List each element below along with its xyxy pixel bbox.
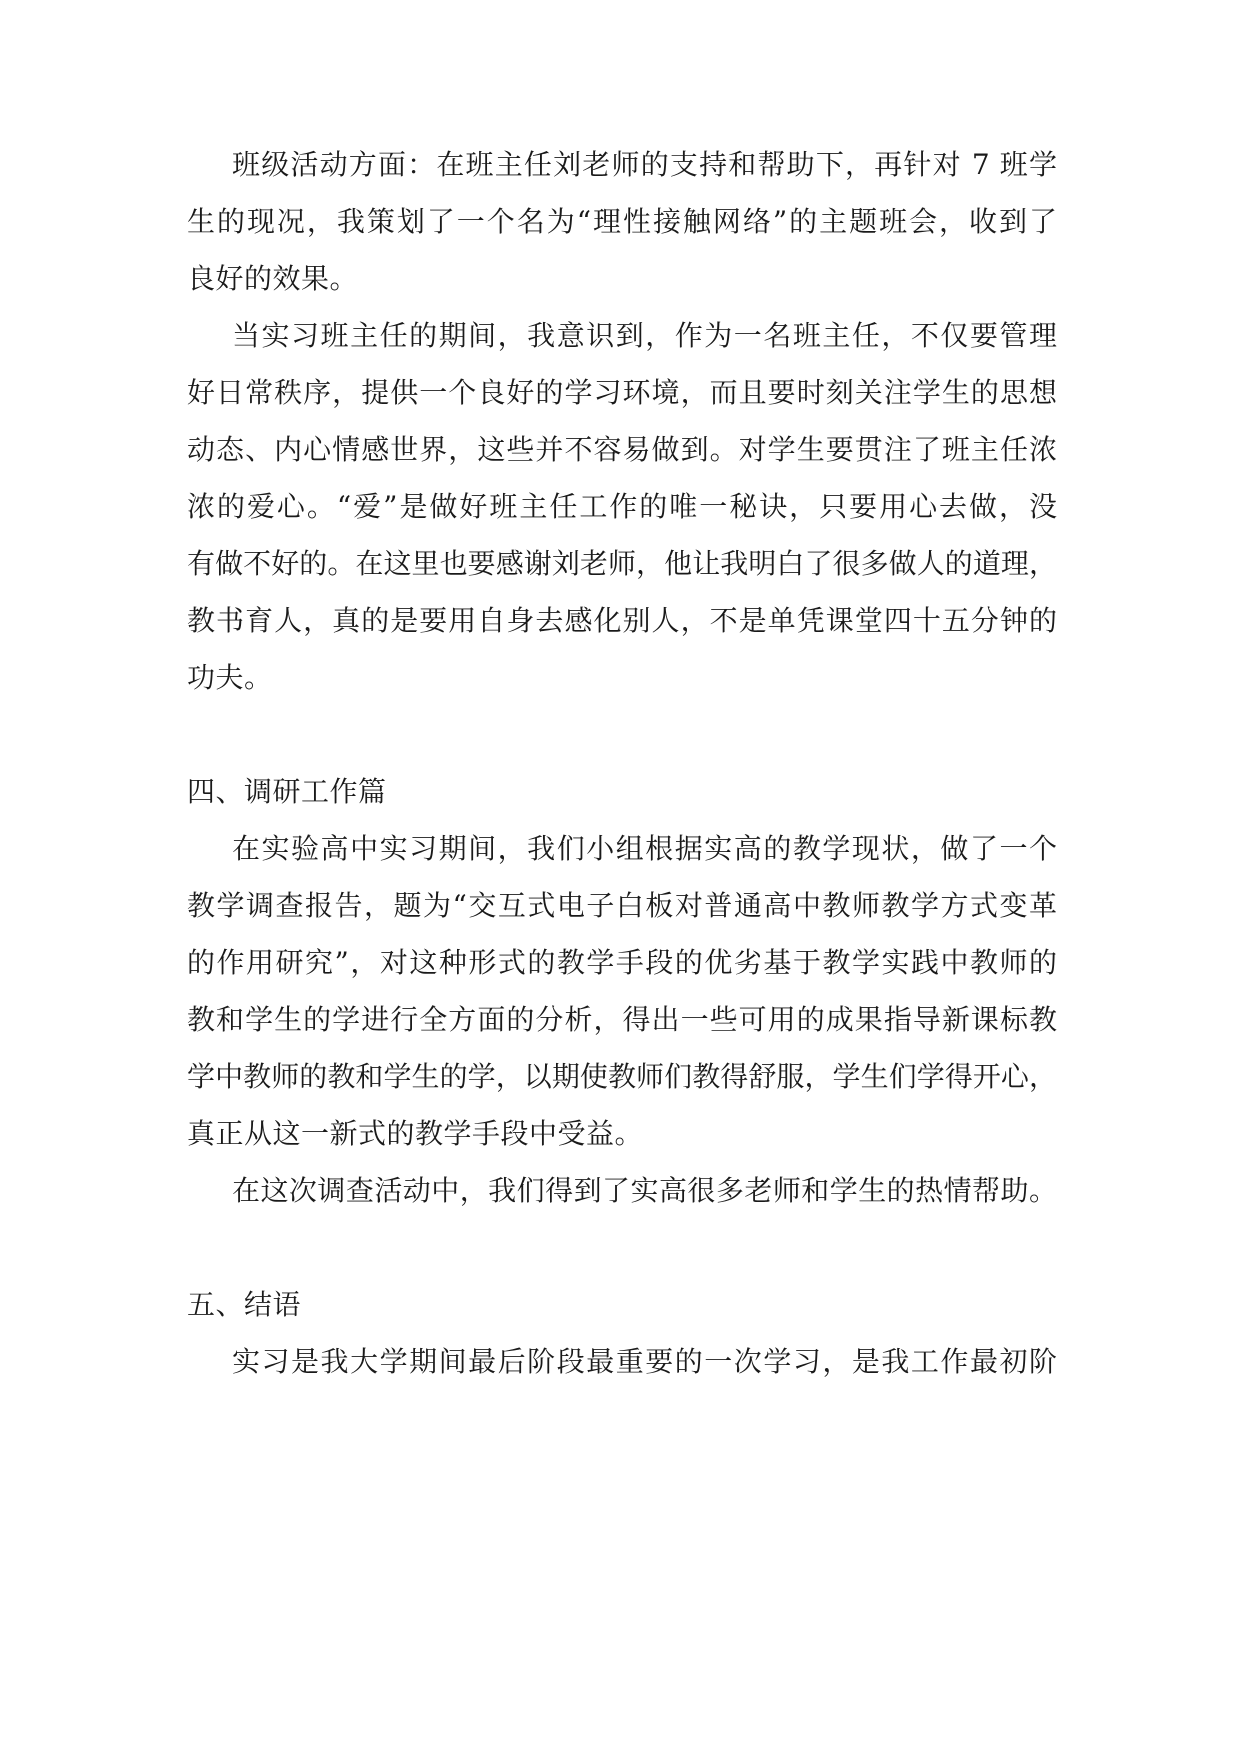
paragraph-line: 当实习班主任的期间，我意识到，作为一名班主任，不仅要管理 xyxy=(232,319,1057,352)
paragraph-line: 真正从这一新式的教学手段中受益。 xyxy=(187,1117,644,1150)
paragraph-line: 教和学生的学进行全方面的分析，得出一些可用的成果指导新课标教 xyxy=(187,1003,1057,1036)
section-heading: 四、调研工作篇 xyxy=(187,775,387,808)
paragraph-line: 好日常秩序，提供一个良好的学习环境，而且要时刻关注学生的思想 xyxy=(187,376,1057,409)
paragraph-line: 功夫。 xyxy=(187,661,273,694)
paragraph-line: 教学调查报告，题为“交互式电子白板对普通高中教师教学方式变革 xyxy=(187,889,1057,922)
paragraph-line: 的作用研究”，对这种形式的教学手段的优劣基于教学实践中教师的 xyxy=(187,946,1057,979)
paragraph-line: 生的现况，我策划了一个名为“理性接触网络”的主题班会，收到了 xyxy=(187,205,1057,238)
paragraph-line: 在实验高中实习期间，我们小组根据实高的教学现状，做了一个 xyxy=(232,832,1057,865)
section-heading: 五、结语 xyxy=(187,1288,302,1321)
paragraph-line: 动态、内心情感世界，这些并不容易做到。对学生要贯注了班主任浓 xyxy=(187,433,1057,466)
paragraph-line: 浓的爱心。“爱”是做好班主任工作的唯一秘诀，只要用心去做，没 xyxy=(187,490,1057,523)
paragraph-line: 学中教师的教和学生的学，以期使教师们教得舒服，学生们学得开心， xyxy=(187,1060,1057,1093)
paragraph-line: 班级活动方面：在班主任刘老师的支持和帮助下，再针对 7 班学 xyxy=(232,148,1057,181)
paragraph-line: 实习是我大学期间最后阶段最重要的一次学习，是我工作最初阶 xyxy=(232,1345,1057,1378)
paragraph-line: 良好的效果。 xyxy=(187,262,359,295)
paragraph-line: 有做不好的。在这里也要感谢刘老师，他让我明白了很多做人的道理， xyxy=(187,547,1057,580)
paragraph-line: 教书育人，真的是要用自身去感化别人，不是单凭课堂四十五分钟的 xyxy=(187,604,1057,637)
paragraph-line: 在这次调查活动中，我们得到了实高很多老师和学生的热情帮助。 xyxy=(232,1174,1057,1207)
